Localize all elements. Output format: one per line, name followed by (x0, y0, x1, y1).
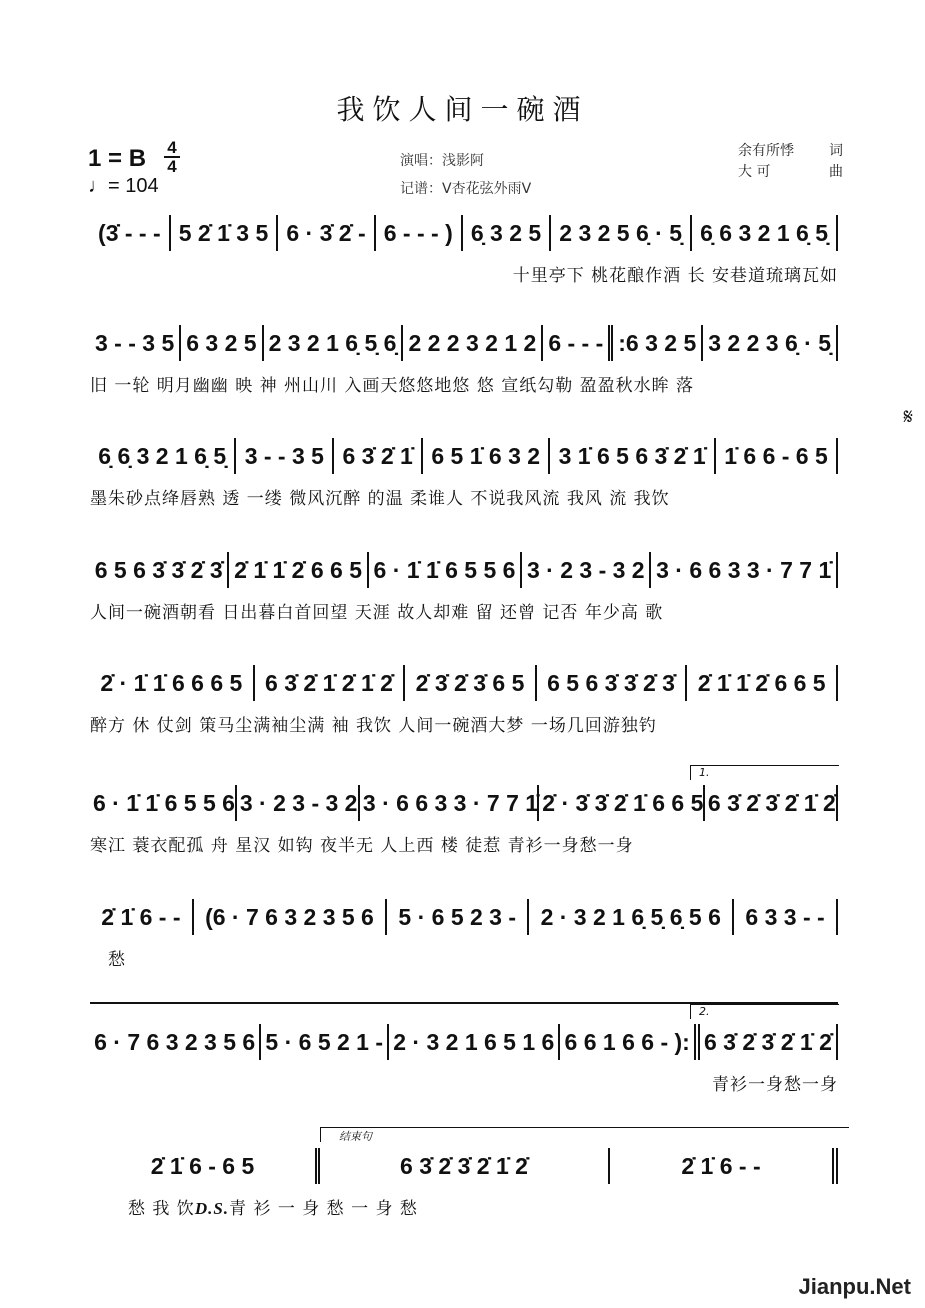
measure: 1̇ 6 6 - 6 5 (716, 438, 838, 474)
measure: 2 · 3 2 1 6 5 1 6 (389, 1024, 560, 1060)
measure: 5 · 6 5 2 3 - (387, 899, 529, 935)
measure: (3̇ - - - (90, 215, 171, 251)
measure: 3 1̇ 6 5 6 3̇ 2̇ 1̇ (550, 438, 716, 474)
notes-line (90, 213, 838, 253)
lyric-line: 寒江 蓑衣配孤 舟 星汉 如钩 夜半无 人上西 楼 徒惹 青衫一身愁一身 (90, 836, 634, 856)
staff-row-2 (90, 323, 838, 413)
measure: 6 3̇ 2̇ 1̇ (334, 438, 423, 474)
staff-row-8 (90, 1022, 838, 1112)
notes-line (90, 897, 838, 937)
measure: 5 · 6 5 2 1 - (261, 1024, 389, 1060)
staff-row-1 (90, 213, 838, 303)
measure: 2̇ 1̇ 6 - - (610, 1148, 838, 1184)
measure: :6 3 2 5 (613, 325, 703, 361)
measure: 6 5 1̇ 6 3 2 (423, 438, 550, 474)
lyric-part-a: 愁 我 饮 (128, 1199, 195, 1219)
measure: 6 5 6 3̇ 3̇ 2̇ 3̇ (537, 665, 688, 701)
measure: 2̇ 1̇ 1̇ 2̇ 6 6 5 (687, 665, 838, 701)
measure: 6 3̇ 2̇ 3̇ 2̇ 1̇ 2̇ (700, 1024, 838, 1060)
staff-row-4 (90, 550, 838, 640)
measure: 6 - - - (543, 325, 613, 361)
lyricist-name: 余有所悸 (738, 143, 794, 159)
measure: 6 3̇ 2̇ 3̇ 2̇ 1̇ 2̇ (320, 1148, 610, 1184)
measure: 2 · 3 2 1 6̣ 5̣ 6̣ 5 6 (529, 899, 734, 935)
notes-line (90, 663, 838, 703)
measure: 2̇ 3̇ 2̇ 3̇ 6 5 (405, 665, 536, 701)
measure: 2̇ 1̇ 6 - 6 5 (90, 1148, 320, 1184)
notes-line (90, 436, 838, 476)
lyric-line: 旧 一轮 明月幽幽 映 神 州山川 入画天悠悠地悠 悠 宣纸勾勒 盈盈秋水眸 落 (90, 376, 695, 396)
lyric-part-b: 青 衫 一 身 愁 一 身 愁 (229, 1199, 418, 1219)
measure: 6 · 3̇ 2̇ - (278, 215, 375, 251)
staff-row-6 (90, 783, 838, 873)
measure: 2̇ · 3̇ 3̇ 2̇ 1̇ 6 6 5 (539, 785, 705, 821)
notes-line (90, 323, 838, 363)
measure: 2 3 2 5 6̣ · 5̣ (551, 215, 692, 251)
measure: 6 · 1̇ 1̇ 6 5 5 6 (90, 785, 237, 821)
lyric-line: 墨朱砂点绛唇熟 透 一缕 微风沉醉 的温 柔谁人 不说我风流 我风 流 我饮 (90, 489, 670, 509)
lyricist-role: 词 (829, 143, 843, 159)
measure: 3 · 6 6 3 3 · 7 7 1̇ (651, 552, 838, 588)
measure: 6 6 1 6 6 - ): (560, 1024, 699, 1060)
time-signature-numerator: 4 (164, 139, 180, 158)
lyric-line: 十里亭下 桃花酿作酒 长 安巷道琉璃瓦如 (512, 266, 838, 286)
key-signature: 1 = B (88, 145, 147, 172)
staff-row-7 (90, 897, 838, 987)
measure: 3 - - 3 5 (90, 325, 181, 361)
staff-row-5 (90, 663, 838, 753)
volta-1: 1. (690, 765, 839, 780)
composer-credit (738, 161, 843, 181)
measure: 6 3 3 - - (734, 899, 838, 935)
lyric-line: 愁 (108, 950, 126, 970)
measure: 6̣ 3 2 5 (463, 215, 551, 251)
notes-line (90, 550, 838, 590)
measure: 2 3 2 1 6̣ 5̣ 6̣ (264, 325, 404, 361)
composer-role: 曲 (829, 164, 843, 180)
site-watermark: Jianpu.Net (798, 1274, 911, 1299)
measure: 2 2 2 3 2 1 2 (403, 325, 543, 361)
volta-2: 2. (690, 1004, 839, 1019)
measure: 3 2 2 3 6̣ · 5̣ (703, 325, 838, 361)
measure: 6̣ 6̣ 3 2 1 6̣ 5̣ (90, 438, 236, 474)
dal-segno-mark: D.S. (194, 1199, 230, 1218)
notes-line (90, 783, 838, 823)
time-signature-denominator: 4 (167, 157, 177, 176)
measure: 3 · 2 3 - 3 2 (522, 552, 651, 588)
composer-name: 大 可 (738, 164, 771, 180)
notes-line (90, 1022, 838, 1062)
measure: 6 · 1̇ 1̇ 6 5 5 6 (369, 552, 522, 588)
measure: 6 · 7 6 3 2 3 5 6 (90, 1024, 261, 1060)
notes-line (90, 1146, 838, 1186)
measure: 6 5 6 3̇ 3̇ 2̇ 3̇ (90, 552, 229, 588)
song-title: 我饮人间一碗酒 (336, 93, 589, 126)
staff-row-3 (90, 436, 838, 526)
measure: 6 3̇ 2̇ 1̇ 2̇ 1̇ 2̇ (255, 665, 406, 701)
measure: 3 · 6 6 3 3 · 7 7 1̇ (360, 785, 539, 821)
measure: 2̇ 1̇ 6 - - (90, 899, 194, 935)
measure: 5 2̇ 1̇ 3 5 (171, 215, 279, 251)
measure: 6̣ 6 3 2 1 6̣ 5̣ (692, 215, 838, 251)
measure: 2̇ · 1̇ 1̇ 6 6 6 5 (90, 665, 255, 701)
staff-row-9 (90, 1146, 838, 1236)
transcriber-credit: 记谱：V杏花弦外雨V (400, 181, 532, 197)
lyric-line: 青衫一身愁一身 (712, 1075, 838, 1095)
measure: 3 · 2 3 - 3 2 (237, 785, 360, 821)
ending-phrase-label: 结束句 (320, 1127, 849, 1142)
time-signature (164, 139, 180, 175)
lyric-line: 人间一碗酒朝看 日出暮白首回望 天涯 故人却难 留 还曾 记否 年少高 歌 (90, 603, 664, 623)
lyric-line (90, 1194, 838, 1220)
singer-credit: 演唱：浅影阿 (400, 153, 484, 169)
tempo-marking: ♩= 104 (88, 175, 159, 197)
measure: (6 · 7 6 3 2 3 5 6 (194, 899, 387, 935)
segno-sign: 𝄋 (903, 405, 913, 430)
measure: 3 - - 3 5 (236, 438, 334, 474)
measure: 2̇ 1̇ 1̇ 2̇ 6 6 5 (229, 552, 368, 588)
lyricist-credit (738, 140, 843, 160)
measure: 6 - - - ) (376, 215, 463, 251)
measure: 6 3̇ 2̇ 3̇ 2̇ 1̇ 2̇ (705, 785, 838, 821)
measure: 6 3 2 5 (181, 325, 263, 361)
lyric-line: 醉方 休 仗剑 策马尘满袖尘满 袖 我饮 人间一碗酒大梦 一场几回游独钓 (90, 716, 657, 736)
